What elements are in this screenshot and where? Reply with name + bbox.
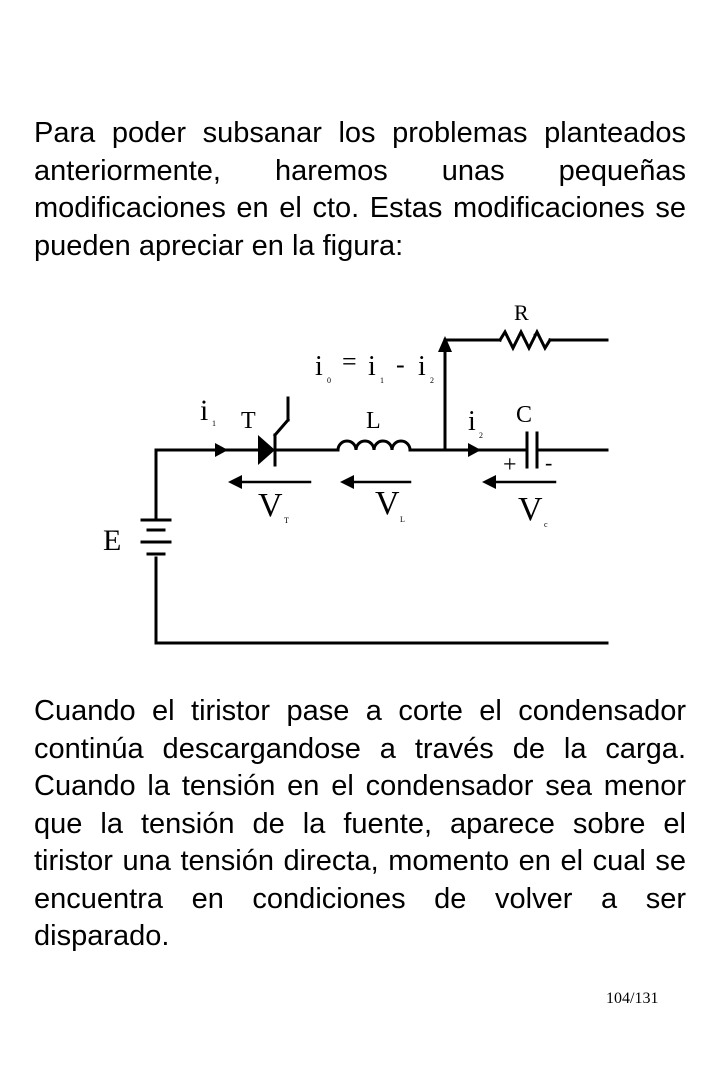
eq-i2: i — [418, 351, 426, 382]
voltage-L-label: V — [375, 485, 400, 522]
eq-i0: i — [315, 351, 323, 382]
voltage-T-sub: T — [284, 516, 289, 525]
thyristor-T — [258, 435, 275, 465]
capacitor-label: C — [516, 402, 533, 428]
eq-equals: = — [342, 347, 357, 376]
source-label: E — [103, 524, 122, 557]
explanation-paragraph: Cuando el tiristor pase a corte el condensador continúa descargandose a través de la carga. Cuando la tensión en el condensador sea menor que la tensión de la fuente, aparece sobre el tiristor una tensión directa, momento en el cual se encuentra en condiciones de volver a ser disparado. — [34, 695, 686, 952]
capacitor-plus: + — [503, 452, 517, 478]
inductor-label: L — [366, 408, 381, 434]
capacitor-current-label: i — [468, 406, 476, 437]
page-number: 104/131 — [606, 990, 659, 1007]
arrow-VL-head — [340, 475, 354, 489]
capacitor-minus: - — [545, 450, 553, 475]
eq-minus: - — [396, 350, 405, 379]
voltage-C-sub: c — [544, 520, 548, 529]
thyristor-gate — [275, 420, 288, 435]
arrow-i0 — [438, 336, 452, 352]
intro-paragraph: Para poder subsanar los problemas planteados anteriormente, haremos unas pequeñas modificaciones en el cto. Estas modificaciones se pueden apreciar en la figura: — [34, 117, 686, 262]
voltage-C-label: V — [518, 491, 543, 528]
arrow-VT-head — [228, 475, 242, 489]
resistor-R — [500, 332, 550, 348]
inductor-L — [338, 441, 410, 450]
eq-sub-0: 0 — [327, 376, 331, 385]
voltage-L-sub: L — [400, 515, 405, 524]
arrow-i2 — [468, 443, 481, 457]
thyristor-label: T — [241, 408, 256, 434]
eq-sub-1: 1 — [380, 376, 384, 385]
arrow-VC-head — [482, 475, 496, 489]
source-current-sub: 1 — [212, 419, 216, 428]
eq-sub-2: 2 — [430, 376, 434, 385]
arrow-i1 — [215, 443, 228, 457]
circuit-diagram — [0, 290, 720, 670]
capacitor-current-sub: 2 — [479, 431, 483, 440]
source-current-label: i — [200, 394, 209, 427]
resistor-label: R — [514, 300, 529, 325]
resistor-dot — [534, 334, 537, 337]
eq-i1: i — [368, 351, 376, 382]
voltage-T-label: V — [258, 487, 283, 524]
